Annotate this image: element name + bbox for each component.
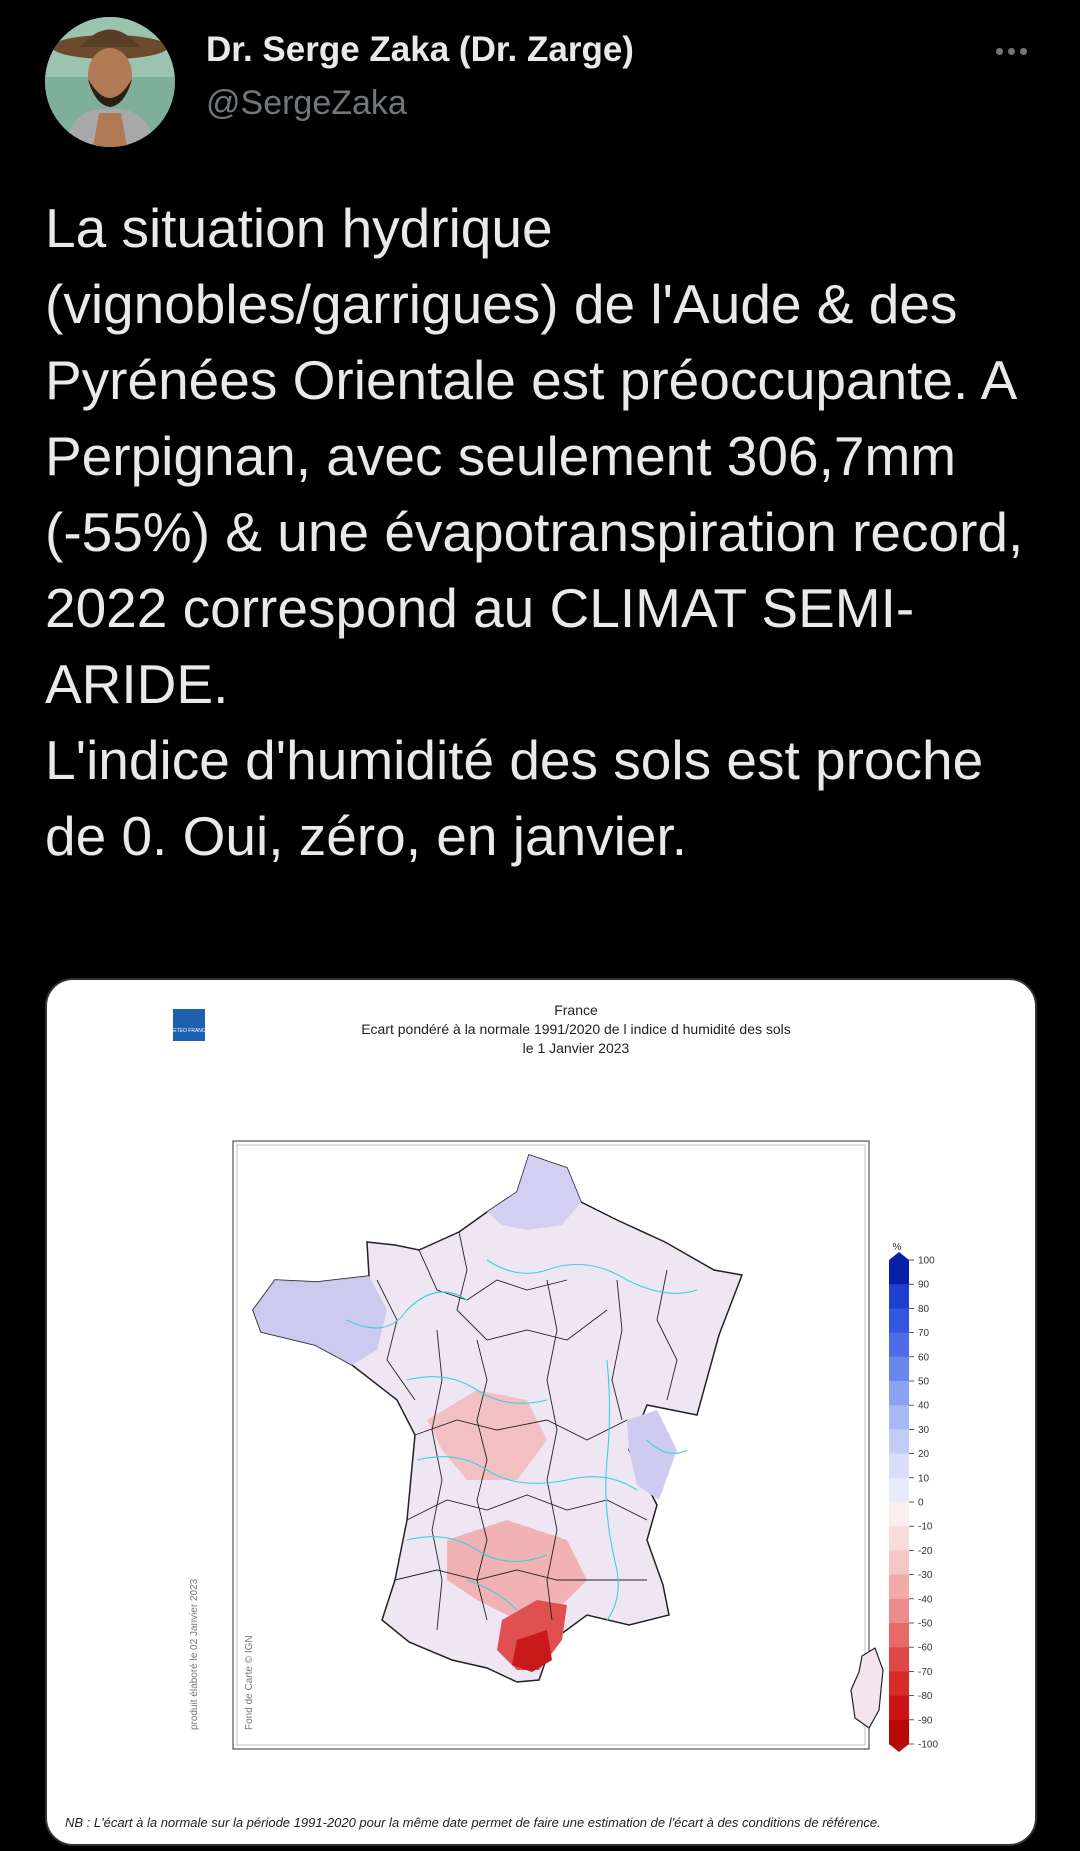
- legend-label: -90: [918, 1715, 933, 1727]
- legend-color-band: [889, 1357, 909, 1382]
- map-footnote: NB : L'écart à la normale sur la période 1991-2020 pour la même date permet de faire une estimation de l'écart à des conditions de référence.: [65, 1815, 881, 1830]
- avatar-image: [45, 17, 175, 147]
- legend-color-band: [889, 1720, 909, 1745]
- legend-label: -100: [918, 1739, 939, 1751]
- france-map: [253, 1155, 742, 1682]
- tweet-text: [45, 190, 1045, 874]
- legend-color-band: [889, 1599, 909, 1624]
- legend-color-band: [889, 1502, 909, 1527]
- legend-top-arrow: [889, 1252, 909, 1260]
- legend-label: -30: [918, 1570, 933, 1582]
- legend-color-band: [889, 1333, 909, 1358]
- legend-color-band: [889, 1405, 909, 1430]
- author-handle[interactable]: @SergeZaka: [206, 84, 407, 122]
- legend-color-band: [889, 1550, 909, 1575]
- more-options-button[interactable]: [986, 34, 1036, 68]
- logo-text: METEO FRANCE: [169, 1028, 209, 1034]
- legend-color-band: [889, 1696, 909, 1721]
- legend-label: -10: [918, 1521, 933, 1533]
- legend-color-band: [889, 1526, 909, 1551]
- avatar[interactable]: [45, 17, 175, 147]
- legend-color-band: [889, 1647, 909, 1672]
- more-dot-icon: [1008, 48, 1015, 55]
- corsica-map: [851, 1648, 883, 1728]
- legend-label: 20: [918, 1449, 930, 1461]
- legend-bottom-arrow: [889, 1744, 909, 1752]
- legend-label: -80: [918, 1691, 933, 1703]
- legend-color-band: [889, 1308, 909, 1333]
- legend-color-band: [889, 1284, 909, 1309]
- legend-color-band: [889, 1260, 909, 1285]
- legend-color-band: [889, 1429, 909, 1454]
- legend-label: -20: [918, 1545, 933, 1557]
- legend-color-band: [889, 1478, 909, 1503]
- production-date-note: produit élaboré le 02 Janvier 2023: [189, 1578, 200, 1730]
- tweet-media-image[interactable]: [45, 978, 1037, 1846]
- map-credit-note: Fond de Carte © IGN: [244, 1635, 255, 1730]
- legend-label: 40: [918, 1400, 930, 1412]
- map-title-country: France: [554, 1002, 598, 1018]
- legend-label: -50: [918, 1618, 933, 1630]
- more-dot-icon: [1020, 48, 1027, 55]
- legend-label: 0: [918, 1497, 924, 1509]
- legend-unit: %: [892, 1242, 902, 1253]
- tweet-paragraph: L'indice d'humidité des sols est proche de 0. Oui, zéro, en janvier.: [45, 729, 984, 867]
- legend-color-band: [889, 1575, 909, 1600]
- legend-label: 80: [918, 1303, 930, 1315]
- map-date: le 1 Janvier 2023: [522, 1040, 630, 1056]
- color-legend: [889, 1242, 938, 1752]
- legend-label: -70: [918, 1666, 933, 1678]
- legend-label: -40: [918, 1594, 933, 1606]
- more-dot-icon: [996, 48, 1003, 55]
- legend-label: 30: [918, 1424, 930, 1436]
- legend-label: 90: [918, 1279, 930, 1291]
- legend-color-band: [889, 1381, 909, 1406]
- soil-moisture-map: [47, 980, 1035, 1844]
- legend-label: 70: [918, 1328, 930, 1340]
- legend-label: -60: [918, 1642, 933, 1654]
- legend-label: 50: [918, 1376, 930, 1388]
- legend-color-band: [889, 1623, 909, 1648]
- legend-label: 60: [918, 1352, 930, 1364]
- tweet-paragraph: La situation hydrique (vignobles/garrigues) de l'Aude & des Pyrénées Orientale est préoccupante. A Perpignan, avec seulement 306,7mm (-55%) & une évapotranspiration record, 2022 correspond au CLIMAT SEMI-ARIDE.: [45, 197, 1024, 715]
- author-display-name[interactable]: Dr. Serge Zaka (Dr. Zarge): [206, 30, 634, 69]
- meteo-france-logo: [173, 1009, 205, 1041]
- map-title: Ecart pondéré à la normale 1991/2020 de l indice d humidité des sols: [361, 1021, 791, 1037]
- legend-color-band: [889, 1454, 909, 1479]
- legend-color-band: [889, 1671, 909, 1696]
- legend-label: 100: [918, 1255, 935, 1267]
- legend-label: 10: [918, 1473, 930, 1485]
